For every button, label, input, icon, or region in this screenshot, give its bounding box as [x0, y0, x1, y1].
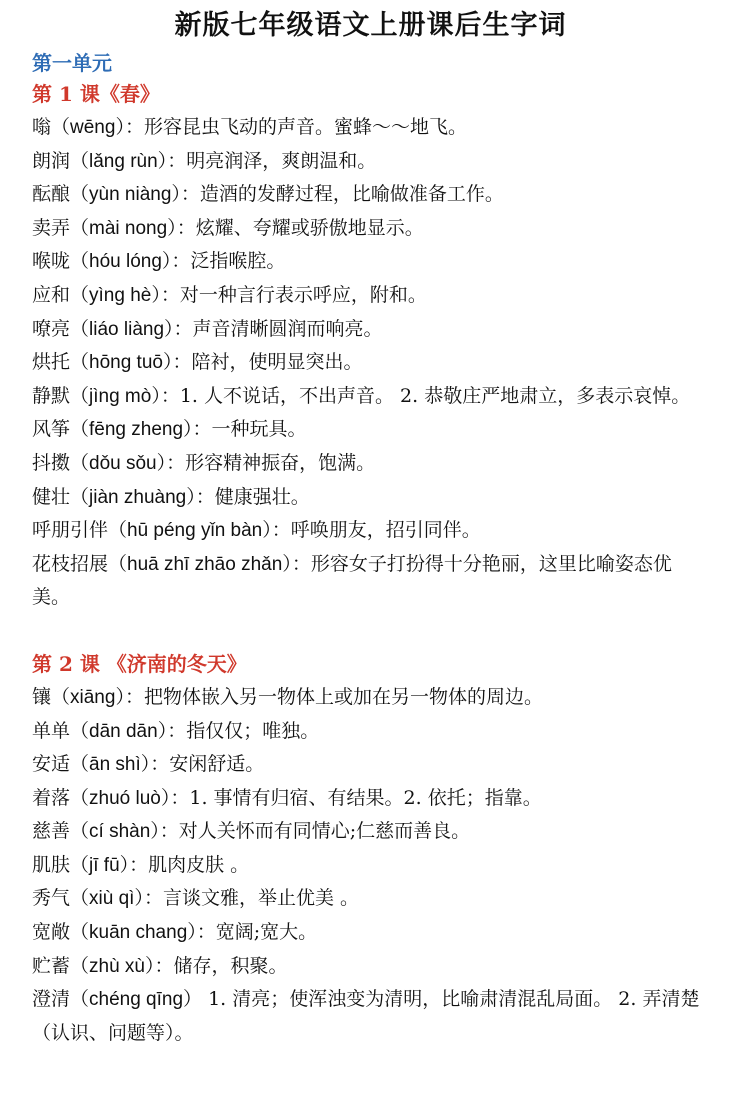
vocab-definition: ：形容女子打扮得十分艳丽，这里比喻姿态优美。 [32, 552, 672, 609]
vocab-definition: ：对一种言行表示呼应，附和。 [160, 283, 427, 306]
document-title: 新版七年级语文上册课后生字词 [174, 10, 567, 41]
vocab-pinyin: （jiàn zhuàng） [70, 486, 196, 508]
vocab-entry [32, 481, 709, 515]
vocab-definition: ：安闲舒适。 [150, 753, 265, 776]
vocab-definition: ：储存，积聚。 [154, 954, 288, 977]
vocab-pinyin: （fēng zheng） [70, 419, 193, 441]
vocab-definition: ：肌肉皮肤 。 [129, 853, 250, 876]
vocab-word: 风筝 [32, 418, 71, 441]
vocab-definition: ：泛指喉腔。 [171, 250, 286, 273]
vocab-word: 着落 [32, 786, 71, 809]
vocab-pinyin: （jìng mò） [70, 385, 161, 407]
vocab-pinyin: （jī fū） [70, 854, 130, 876]
vocab-pinyin: （liáo liàng） [70, 318, 174, 340]
vocab-pinyin: （dǒu sǒu） [70, 452, 167, 474]
vocab-entry [32, 548, 709, 615]
vocab-word: 安适 [32, 753, 71, 776]
vocab-word: 肌肤 [32, 853, 71, 876]
vocab-word: 秀气 [32, 887, 71, 910]
vocab-word: 嘹亮 [32, 317, 71, 340]
vocab-definition: ：一种玩具。 [192, 418, 307, 441]
vocab-definition: ：宽阔;宽大。 [196, 921, 318, 944]
vocab-word: 抖擞 [32, 451, 71, 474]
vocab-entry [32, 782, 709, 816]
vocab-entry [32, 279, 709, 313]
vocab-entry [32, 916, 709, 950]
vocab-pinyin: （hōng tuō） [70, 352, 173, 374]
lesson-entry-list [32, 111, 709, 615]
vocab-definition: ：声音清晰圆润而响亮。 [173, 317, 383, 340]
vocab-pinyin: （xiāng） [51, 686, 125, 708]
vocab-pinyin: （hóu lóng） [70, 251, 172, 273]
vocab-word: 嗡 [32, 116, 52, 138]
vocab-word: 花枝招展 [32, 552, 109, 575]
vocab-definition: ：对人关怀而有同情心;仁慈而善良。 [159, 820, 471, 843]
vocab-entry [32, 681, 709, 715]
vocab-entry [32, 111, 709, 145]
vocab-entry [32, 514, 709, 548]
vocab-pinyin: （kuān chang） [70, 922, 197, 944]
vocab-word: 健壮 [32, 485, 71, 508]
vocab-pinyin: （cí shàn） [70, 821, 160, 843]
vocab-definition: ：炫耀、夸耀或骄傲地显示。 [176, 216, 424, 239]
vocab-word: 酝酿 [32, 183, 71, 206]
vocab-word: 朗润 [32, 149, 71, 172]
lesson-heading: 第 1 课《春》 [32, 82, 160, 106]
vocab-definition: ：造酒的发酵过程，比喻做准备工作。 [180, 183, 504, 206]
vocab-entry [32, 413, 709, 447]
vocab-word: 镶 [32, 685, 52, 708]
vocab-definition: ：呼唤朋友，招引同伴。 [271, 519, 481, 542]
vocab-word: 呼朋引伴 [32, 519, 109, 542]
vocab-entry [32, 715, 709, 749]
vocab-entry [32, 346, 709, 380]
vocab-pinyin: （mài nong） [70, 217, 177, 239]
vocab-pinyin: （hū péng yǐn bàn） [108, 520, 272, 542]
vocab-word: 静默 [32, 384, 71, 407]
vocab-definition: ：1. 事情有归宿、有结果。2. 依托；指靠。 [170, 786, 542, 809]
vocab-entry [32, 245, 709, 279]
vocab-pinyin: （yùn niàng） [70, 184, 181, 206]
lesson-heading: 第 2 课 《济南的冬天》 [32, 651, 247, 676]
vocab-word: 贮蓄 [32, 954, 71, 977]
vocab-entry [32, 212, 709, 246]
vocab-word: 慈善 [32, 820, 71, 843]
vocab-definition: ：形容昆虫飞动的声音。蜜蜂～～地飞。 [124, 116, 467, 138]
lesson-entry-list [32, 681, 709, 1051]
vocab-word: 烘托 [32, 351, 71, 374]
vocab-definition: ：指仅仅；唯独。 [167, 719, 320, 742]
vocab-entry [32, 178, 709, 212]
vocab-entry [32, 380, 709, 414]
vocab-entry [32, 313, 709, 347]
vocab-definition: ：健康强壮。 [195, 485, 310, 508]
vocab-pinyin: （huā zhī zhāo zhǎn） [108, 553, 292, 575]
vocab-pinyin: （chéng qīng） [70, 989, 203, 1011]
vocab-definition: ：把物体嵌入另一物体上或加在另一物体的周边。 [124, 685, 543, 708]
vocab-pinyin: （wēng） [51, 117, 125, 138]
vocab-entry [32, 145, 709, 179]
vocab-definition: ：1. 人不说话，不出声音。 2. 恭敬庄严地肃立，多表示哀悼。 [160, 384, 691, 407]
vocab-entry [32, 447, 709, 481]
vocab-pinyin: （zhù xù） [70, 955, 155, 977]
vocab-word: 单单 [32, 719, 71, 742]
vocab-word: 卖弄 [32, 216, 71, 239]
vocab-word: 澄清 [32, 988, 71, 1011]
vocab-definition: ：形容精神振奋，饱满。 [166, 451, 376, 474]
vocab-entry [32, 983, 709, 1050]
vocab-entry [32, 882, 709, 916]
vocab-word: 应和 [32, 283, 71, 306]
vocab-pinyin: （lǎng rùn） [70, 150, 168, 172]
vocab-entry [32, 950, 709, 984]
vocab-pinyin: （zhuó luò） [70, 787, 171, 809]
vocab-pinyin: （ān shì） [70, 754, 151, 776]
vocab-word: 宽敞 [32, 921, 71, 944]
vocab-entry [32, 748, 709, 782]
vocab-pinyin: （xiù qì） [70, 888, 144, 910]
vocab-entry [32, 849, 709, 883]
vocab-definition: ：陪衬，使明显突出。 [172, 351, 363, 374]
vocab-definition: ：明亮润泽，爽朗温和。 [167, 149, 377, 172]
vocab-pinyin: （yìng hè） [70, 284, 161, 306]
unit-heading: 第一单元 [32, 51, 112, 75]
vocab-entry [32, 815, 709, 849]
vocab-definition: ：言谈文雅，举止优美 。 [143, 887, 359, 910]
vocab-definition: 1. 清亮；使浑浊变为清明，比喻肃清混乱局面。 2. 弄清楚（认识、问题等）。 [32, 988, 700, 1044]
vocab-pinyin: （dān dān） [70, 720, 168, 742]
vocab-word: 喉咙 [32, 250, 71, 273]
